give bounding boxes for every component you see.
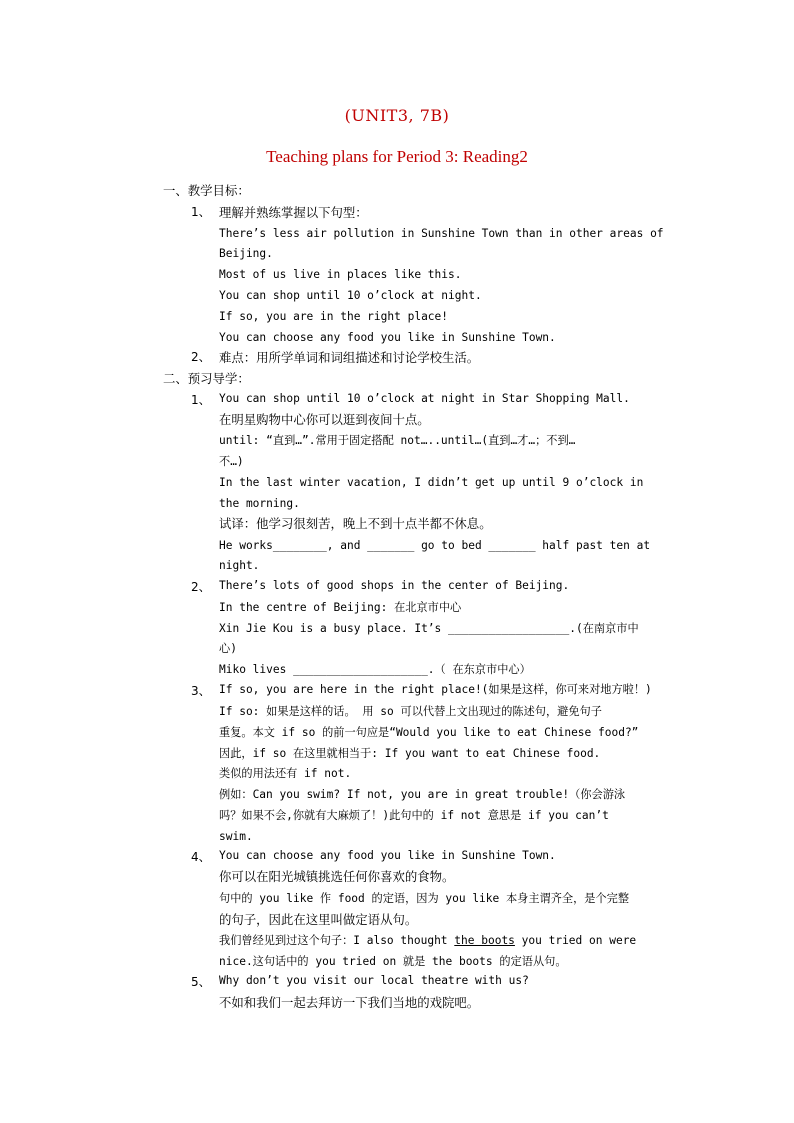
text-line: Most of us live in places like this. xyxy=(219,268,462,281)
item-number: 1、 xyxy=(191,205,211,219)
text-line: 类似的用法还有 if not. xyxy=(219,767,352,780)
text-line: nice.这句话中的 you tried on 就是 the boots 的定语从句。 xyxy=(219,955,567,968)
text-line: In the last winter vacation, I didn’t get up until 9 o’clock in xyxy=(219,476,644,489)
text-line: 吗？如果不会,你就有大麻烦了！)此句中的 if not 意思是 if you can’t xyxy=(219,809,609,822)
page-title: Teaching plans for Period 3: Reading2 xyxy=(266,147,528,166)
text-line: night. xyxy=(219,559,260,572)
text-line: 试译：他学习很刻苦，晚上不到十点半都不休息。 xyxy=(219,516,492,531)
text-line: You can shop until 10 o’clock at night in Star Shopping Mall. xyxy=(219,392,630,405)
text-line: 例如：Can you swim? If not, you are in great trouble!（你会游泳 xyxy=(219,788,626,801)
text-line: In the centre of Beijing: 在北京市中心 xyxy=(219,601,462,614)
underlined-phrase: the boots xyxy=(454,934,515,947)
text-line: 不如和我们一起去拜访一下我们当地的戏院吧。 xyxy=(219,995,480,1010)
text-line: You can choose any food you like in Sunshine Town. xyxy=(219,849,556,862)
text-line: You can shop until 10 o’clock at night. xyxy=(219,289,482,302)
text-line: Why don’t you visit our local theatre with us? xyxy=(219,974,529,987)
item-label: 难点：用所学单词和词组描述和讨论学校生活。 xyxy=(219,350,480,365)
item-number: 2、 xyxy=(191,580,211,594)
text-line: 句中的 you like 作 food 的定语，因为 you like 本身主谓齐全，是个完整 xyxy=(219,892,630,905)
text-fragment: 我们曾经见到过这个句子：I also thought xyxy=(219,934,455,947)
text-line: the morning. xyxy=(219,497,300,510)
text-line: 因此，if so 在这里就相当于: If you want to eat Chinese food. xyxy=(219,747,601,760)
unit-label: (UNIT3, 7B) xyxy=(344,106,450,125)
text-line: There’s less air pollution in Sunshine Town than in other areas of xyxy=(219,227,664,240)
item-number: 4、 xyxy=(191,850,211,864)
text-line: He works________, and _______ go to bed _______ half past ten at xyxy=(219,539,651,552)
text-line: until: “直到…”.常用于固定搭配 not…..until…(直到…才…；不到… xyxy=(219,434,576,447)
text-line: If so: 如果是这样的话。 用 so 可以代替上文出现过的陈述句，避免句子 xyxy=(219,705,602,718)
item-number: 1、 xyxy=(191,393,211,407)
text-line-underlined xyxy=(219,933,636,949)
item-number: 2、 xyxy=(191,350,211,364)
text-line: 在明星购物中心你可以逛到夜间十点。 xyxy=(219,412,430,427)
text-line: swim. xyxy=(219,830,253,843)
item-label: 理解并熟练掌握以下句型： xyxy=(219,205,368,220)
text-fragment: you tried on were xyxy=(514,934,637,947)
section-heading-objectives: 一、教学目标： xyxy=(163,183,250,198)
text-line: If so, you are in the right place! xyxy=(219,310,449,323)
text-line: 心) xyxy=(219,642,237,655)
text-line: 重复。本文 if so 的前一句应是“Would you like to eat Chinese food?” xyxy=(219,726,639,739)
text-line: Beijing. xyxy=(219,247,273,260)
text-line: Miko lives ____________________.（ 在东京市中心） xyxy=(219,663,531,676)
text-line: 你可以在阳光城镇挑选任何你喜欢的食物。 xyxy=(219,869,455,884)
text-line: There’s lots of good shops in the center of Beijing. xyxy=(219,579,570,592)
text-line: Xin Jie Kou is a busy place. It’s __________________.(在南京市中 xyxy=(219,622,639,635)
text-line: You can choose any food you like in Sunshine Town. xyxy=(219,331,556,344)
item-number: 3、 xyxy=(191,684,211,698)
item-number: 5、 xyxy=(191,975,211,989)
text-line: 不…) xyxy=(219,455,244,468)
section-heading-preview: 二、预习导学： xyxy=(163,371,250,386)
text-line: If so, you are here in the right place!(如果是这样，你可来对地方啦！) xyxy=(219,683,652,696)
text-line: 的句子，因此在这里叫做定语从句。 xyxy=(219,912,418,927)
